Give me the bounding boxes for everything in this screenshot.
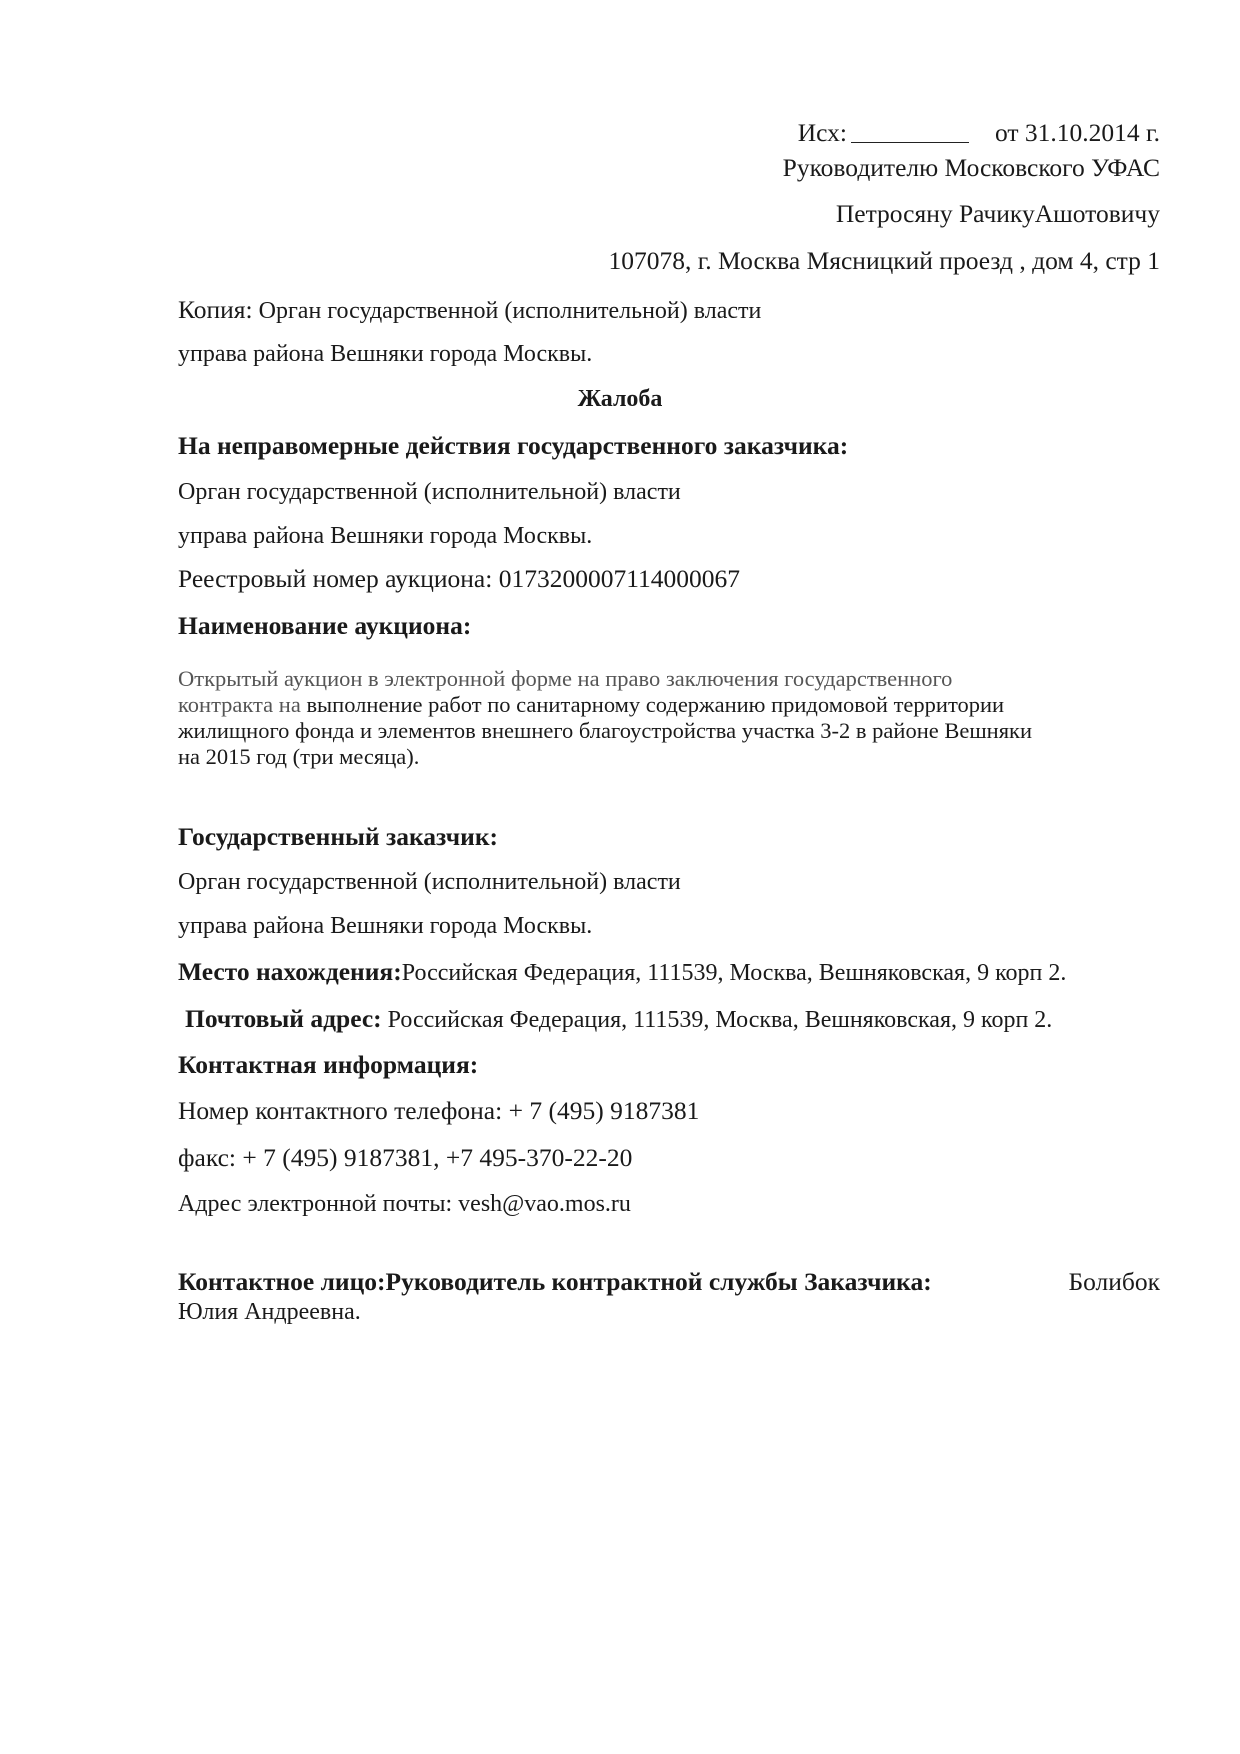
customer-heading: Государственный заказчик: <box>178 822 499 851</box>
ref-number-blank <box>851 120 969 143</box>
contact-person-name: Юлия Андреевна. <box>178 1299 361 1325</box>
auction-name-line2-grey: контракта на <box>178 692 301 717</box>
registry-number: 0173200007114000067 <box>498 564 741 593</box>
registry-label: Реестровый номер аукциона: <box>178 564 493 593</box>
copy-org-line1: Орган государственной (исполнительной) власти <box>258 298 762 324</box>
customer-postal-address <box>185 1004 1052 1035</box>
customer-org-line1: Орган государственной (исполнительной) власти <box>178 869 681 895</box>
outgoing-reference <box>798 118 1160 148</box>
customer-org-line2: управа района Вешняки города Москвы. <box>178 913 593 939</box>
auction-name-heading: Наименование аукциона: <box>178 611 472 640</box>
fax-value: + 7 (495) 9187381, +7 495-370-22-20 <box>242 1143 633 1172</box>
copy-org-line2: управа района Вешняки города Москвы. <box>178 341 593 367</box>
copy-line <box>178 295 761 326</box>
fax-label: факс: <box>178 1143 236 1172</box>
location-label: Место нахождения: <box>178 957 402 986</box>
contacts-heading: Контактная информация: <box>178 1050 479 1079</box>
complaint-org-line2: управа района Вешняки города Москвы. <box>178 523 593 549</box>
recipient-line: Руководителю Московского УФАС <box>782 153 1160 182</box>
email-value: vesh@vao.mos.ru <box>458 1191 631 1217</box>
phone-value: + 7 (495) 9187381 <box>508 1096 700 1125</box>
complaint-heading: На неправомерные действия государственного заказчика: <box>178 431 849 460</box>
recipient-address: 107078, г. Москва Мясницкий проезд , дом 4, стр 1 <box>608 246 1160 275</box>
contact-phone <box>178 1096 699 1126</box>
contact-person-line1 <box>178 1267 1160 1297</box>
phone-label: Номер контактного телефона: <box>178 1096 503 1125</box>
postal-label: Почтовый адрес: <box>185 1004 382 1033</box>
copy-label: Копия: <box>178 295 253 324</box>
contact-fax <box>178 1143 632 1173</box>
location-value: Российская Федерация, 111539, Москва, Вешняковская, 9 корп 2. <box>401 960 1067 986</box>
document-title: Жалоба <box>577 386 663 412</box>
registry-line <box>178 564 740 594</box>
contact-person-surname: Болибок <box>1068 1267 1160 1296</box>
auction-name-line2-rest: выполнение работ по санитарному содержанию придомовой территории <box>300 692 1005 717</box>
recipient-name: Петросяну РачикуАшотовичу <box>835 199 1160 228</box>
customer-location <box>178 957 1066 988</box>
ref-label: Исх: <box>797 118 847 147</box>
auction-name-line3: жилищного фонда и элементов внешнего благоустройства участка 3-2 в районе Вешняки <box>178 718 1033 743</box>
ref-date: от 31.10.2014 г. <box>994 118 1160 147</box>
complaint-org-line1: Орган государственной (исполнительной) власти <box>178 479 681 505</box>
contact-person-label: Контактное лицо:Руководитель контрактной службы Заказчика: <box>178 1267 932 1296</box>
auction-name-line1: Открытый аукцион в электронной форме на право заключения государственного <box>178 666 953 691</box>
postal-value: Российская Федерация, 111539, Москва, Вешняковская, 9 корп 2. <box>387 1007 1053 1033</box>
email-label: Адрес электронной почты: <box>178 1191 453 1217</box>
contact-email <box>178 1189 631 1219</box>
auction-name-line4: на 2015 год (три месяца). <box>178 744 420 769</box>
